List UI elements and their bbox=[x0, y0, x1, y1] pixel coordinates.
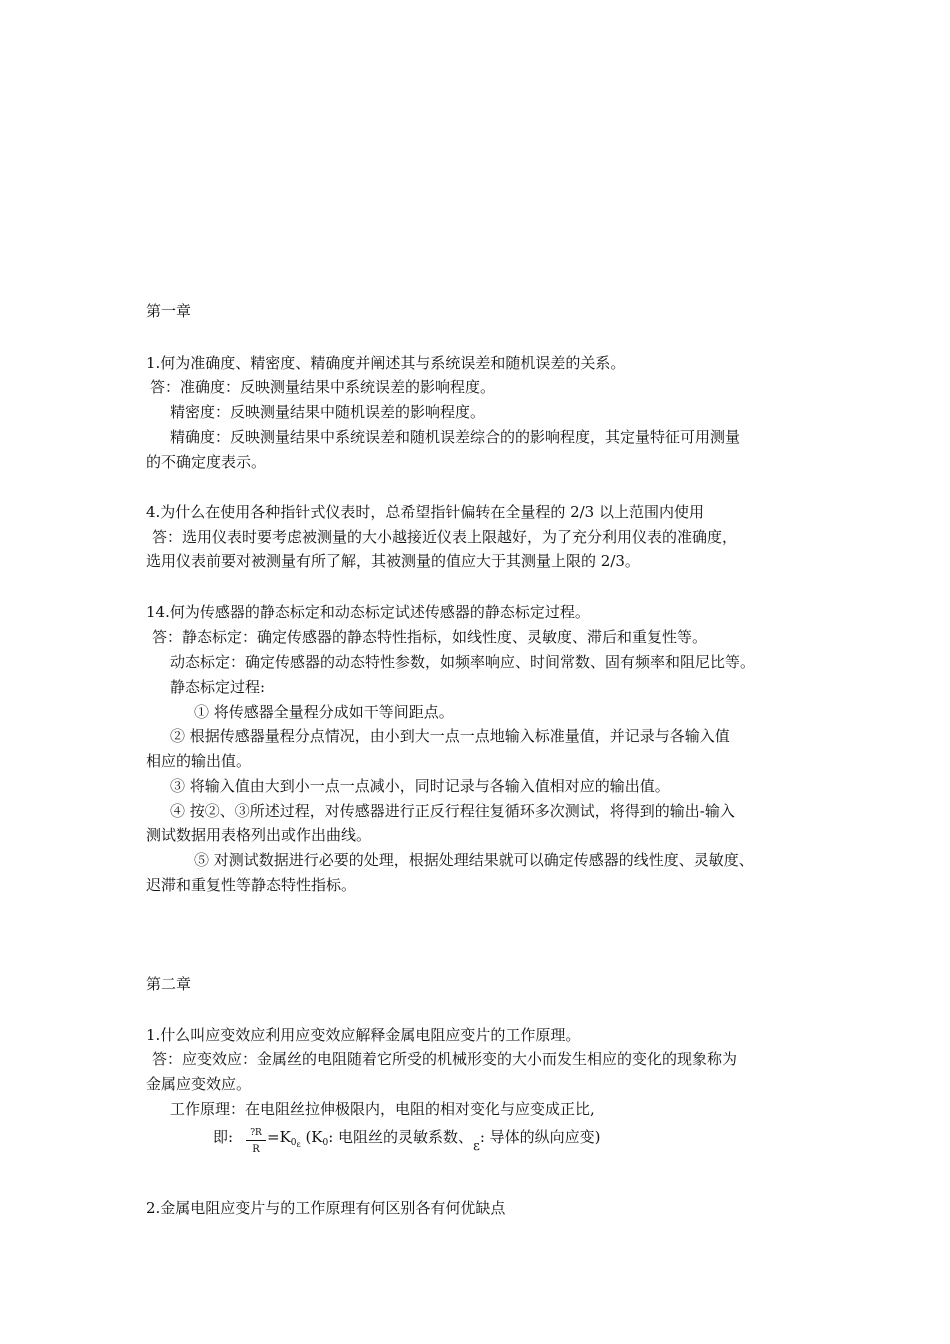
chapter1-title: 第一章 bbox=[146, 302, 192, 320]
q14-answer-static: 答：静态标定：确定传感器的静态特性指标，如线性度、灵敏度、滞后和重复性等。 bbox=[152, 628, 708, 646]
formula-k-subscript: 0 bbox=[290, 1138, 297, 1148]
q4-answer-line1: 答：选用仪表时要考虑被测量的大小越接近仪表上限越好，为了充分利用仪表的准确度， bbox=[152, 528, 738, 546]
formula-numerator: ?R bbox=[246, 1128, 266, 1141]
c2-q1-answer-effect: 答：应变效应：金属丝的电阻随着它所受的机械形变的大小而发生相应的变化的现象称为 bbox=[152, 1050, 738, 1068]
formula-epsilon-subscript: ε bbox=[296, 1140, 301, 1149]
formula-fraction bbox=[246, 1128, 266, 1155]
formula-eq: =K bbox=[267, 1128, 291, 1146]
q4-question: 4.为什么在使用各种指针式仪表时，总希望指针偏转在全量程的 2/3 以上范围内使用 bbox=[146, 503, 704, 521]
c2-q1-answer-principle: 工作原理：在电阻丝拉伸极限内，电阻的相对变化与应变成正比, bbox=[170, 1100, 595, 1118]
q14-step4: ④ 按②、③所述过程，对传感器进行正反行程往复循环多次测试，将得到的输出-输入 bbox=[170, 802, 735, 820]
formula-note-end: : 导体的纵向应变) bbox=[479, 1128, 601, 1146]
q14-step4-cont: 测试数据用表格列出或作出曲线。 bbox=[146, 826, 372, 844]
q14-step5-cont: 迟滞和重复性等静态特性指标。 bbox=[146, 876, 357, 894]
formula-note-mid: : 电阻丝的灵敏系数、 bbox=[328, 1128, 474, 1146]
formula-expression bbox=[267, 1127, 601, 1157]
q1-answer-exactness: 精确度：反映测量结果中系统误差和随机误差综合的的影响程度，其定量特征可用测量 bbox=[170, 428, 741, 446]
formula-epsilon: ε bbox=[473, 1139, 480, 1154]
q4-answer-line2: 选用仪表前要对被测量有所了解，其被测量的值应大于其测量上限的 2/3。 bbox=[146, 552, 640, 570]
q1-answer-accuracy: 答：准确度：反映测量结果中系统误差的影响程度。 bbox=[150, 378, 496, 396]
formula-denominator: R bbox=[252, 1144, 260, 1155]
q14-step2: ② 根据传感器量程分点情况，由小到大一点一点地输入标准量值，并记录与各输入值 bbox=[170, 727, 730, 745]
q14-step1: ① 将传感器全量程分成如干等间距点。 bbox=[194, 703, 454, 721]
q1-answer-exactness-cont: 的不确定度表示。 bbox=[146, 453, 267, 471]
q1-answer-precision: 精密度：反映测量结果中随机误差的影响程度。 bbox=[170, 403, 486, 421]
q14-answer-dynamic: 动态标定：确定传感器的动态特性参数，如频率响应、时间常数、固有频率和阻尼比等。 bbox=[170, 653, 756, 671]
c2-q2-question: 2.金属电阻应变片与的工作原理有何区别各有何优缺点 bbox=[146, 1199, 506, 1217]
c2-q1-answer-effect-cont: 金属应变效应。 bbox=[146, 1075, 252, 1093]
q1-question: 1.何为准确度、精密度、精确度并阐述其与系统误差和随机误差的关系。 bbox=[146, 354, 626, 372]
chapter2-title: 第二章 bbox=[146, 975, 192, 993]
c2-q1-question: 1.什么叫应变效应利用应变效应解释金属电阻应变片的工作原理。 bbox=[146, 1026, 581, 1044]
q14-step5: ⑤ 对测试数据进行必要的处理，根据处理结果就可以确定传感器的线性度、灵敏度、 bbox=[194, 851, 754, 869]
q14-step3: ③ 将输入值由大到小一点一点减小，同时记录与各输入值相对应的输出值。 bbox=[170, 777, 670, 795]
q14-step2-cont: 相应的输出值。 bbox=[146, 752, 252, 770]
formula-prefix: 即: bbox=[213, 1128, 234, 1146]
q14-question: 14.何为传感器的静态标定和动态标定试述传感器的静态标定过程。 bbox=[146, 603, 590, 621]
q14-process-heading: 静态标定过程: bbox=[170, 678, 266, 696]
formula-note-k-subscript: 0 bbox=[322, 1138, 329, 1148]
formula-note-open: (K bbox=[300, 1128, 323, 1146]
